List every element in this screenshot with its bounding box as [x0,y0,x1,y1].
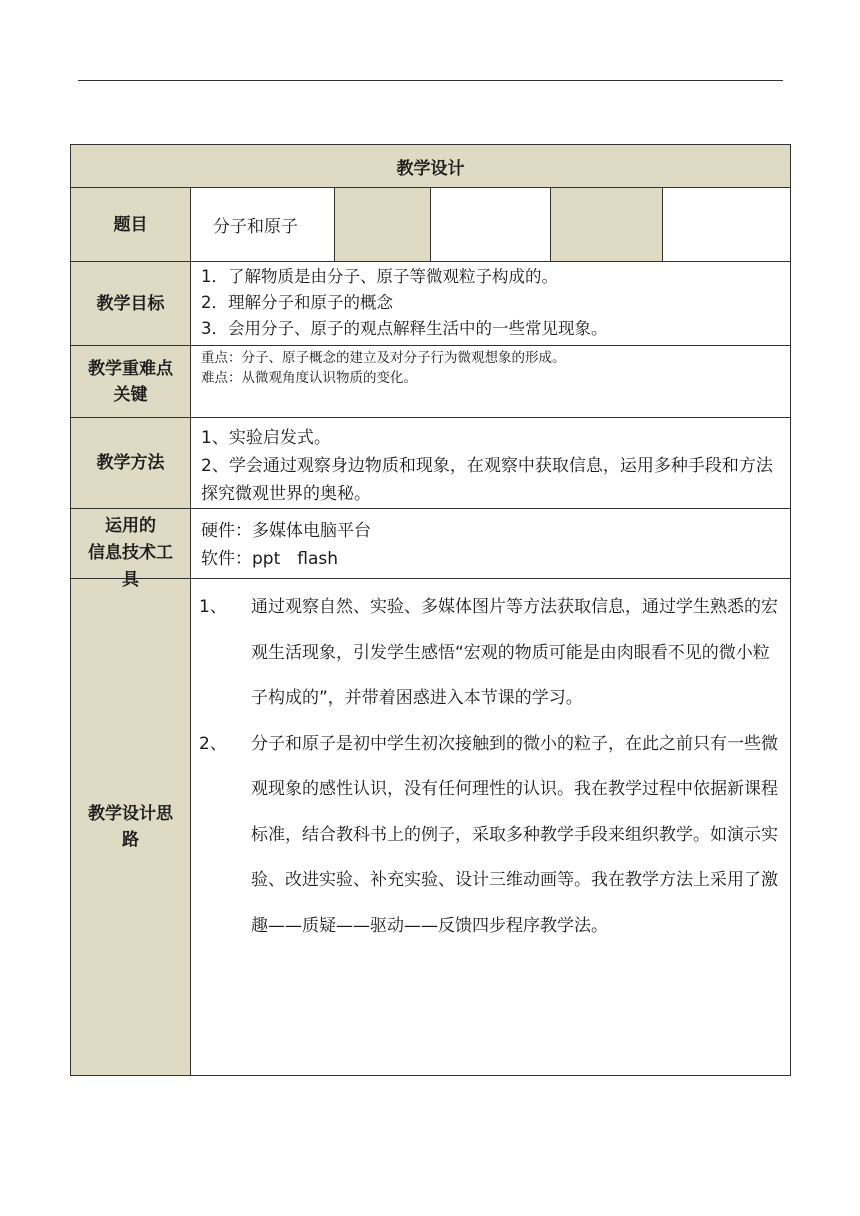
paragraph-text: 分子和原子是初中学生初次接触到的微小的粒子，在此之前只有一些微观现象的感性认识，没有任何理性的认识。我在教学过程中依据新课程标准，结合教科书上的例子，采取多种教学手段来组织教学。如演示实验、改进实验、补充实验、设计三维动画等。我在教学方法上采用了激趣——质疑——驱动——反馈四步程序教学法。 [251,733,778,936]
blank-cell [431,188,551,262]
hardware-text: 硬件：多媒体电脑平台 [201,520,371,541]
label-methods: 教学方法 [71,418,191,509]
table-title: 教学设计 [71,145,791,188]
blank-cell [335,188,431,262]
goals-content [191,262,791,346]
method-item: 2、学会通过观察身边物质和现象，在观察中获取信息，运用多种手段和方法探究微观世界的奥秘。 [201,456,773,504]
label-topic: 题目 [71,188,191,262]
label-key-points [71,346,191,418]
label-line: 运用的 [105,516,156,536]
label-tools [71,509,191,590]
method-item: 1、实验启发式。 [201,428,331,448]
label-line: 信息技术工 [88,543,173,563]
blank-cell [663,188,791,262]
label-goals: 教学目标 [71,262,191,346]
goal-item: 1．了解物质是由分子、原子等微观粒子构成的。 [201,267,558,286]
label-line: 路 [122,830,139,850]
lesson-design-table [70,144,791,1076]
design-content [191,579,791,1076]
goal-item: 2．理解分子和原子的概念 [201,293,393,312]
paragraph-number: 1、 [199,597,227,617]
topic-value: 分子和原子 [191,188,335,262]
label-line: 教学重难点 [88,358,173,379]
goal-item: 3．会用分子、原子的观点解释生活中的一些常见现象。 [201,319,608,338]
key-points-content [191,346,791,418]
paragraph-number: 2、 [199,733,227,754]
key-point-item: 重点：分子、原子概念的建立及对分子行为微观想象的形成。 [201,350,566,366]
design-paragraph [199,585,782,722]
software-text: 软件：ppt flash [201,548,339,569]
blank-cell [551,188,663,262]
key-point-item: 难点：从微观角度认识物质的变化。 [201,370,417,386]
design-paragraph [199,722,782,950]
header-rule [78,80,783,81]
tools-content [191,509,791,579]
label-line: 教学设计思 [88,804,173,824]
paragraph-text: 通过观察自然、实验、多媒体图片等方法获取信息，通过学生熟悉的宏观生活现象，引发学生感悟“宏观的物质可能是由肉眼看不见的微小粒子构成的”，并带着困惑进入本节课的学习。 [251,597,778,708]
label-design [71,579,191,1076]
label-line: 具 [122,570,139,590]
methods-content [191,418,791,509]
label-line: 关键 [113,384,148,405]
